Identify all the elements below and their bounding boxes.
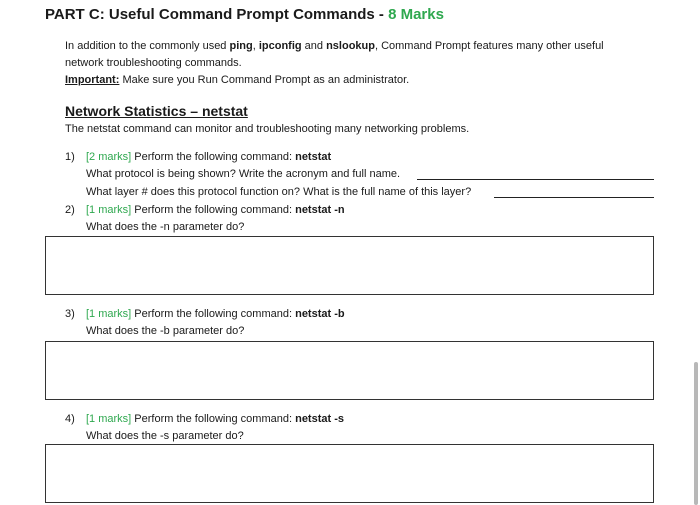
question-4	[65, 413, 75, 425]
intro-line-2: network troubleshooting commands.	[65, 57, 242, 69]
answer-box-3[interactable]	[45, 341, 654, 400]
important-note	[65, 74, 409, 86]
question-number: 4)	[65, 413, 75, 425]
question-text: Perform the following command:	[131, 413, 296, 425]
question-3	[65, 308, 75, 320]
answer-box-4[interactable]	[45, 444, 654, 503]
intro-comma: ,	[252, 40, 259, 52]
intro-and: and	[301, 40, 327, 52]
heading-marks: 8 Marks	[388, 6, 444, 23]
intro-line-1	[65, 40, 604, 52]
question-text: Perform the following command:	[131, 151, 296, 163]
intro-text-end: , Command Prompt features many other useful	[374, 40, 604, 52]
question-1	[65, 151, 75, 163]
question-marks: [1 marks]	[86, 204, 132, 216]
question-marks: [2 marks]	[86, 151, 132, 163]
section-title: Network Statistics – netstat	[65, 103, 248, 119]
question-command: netstat -s	[295, 413, 344, 425]
answer-line-1b[interactable]	[494, 197, 654, 198]
section-description: The netstat command can monitor and troubleshooting many networking problems.	[65, 123, 470, 135]
question-number: 1)	[65, 151, 75, 163]
intro-ipconfig: ipconfig	[258, 40, 302, 52]
question-2	[65, 204, 75, 216]
question-number: 3)	[65, 308, 75, 320]
scrollbar-thumb[interactable]	[694, 362, 698, 505]
question-number: 2)	[65, 204, 75, 216]
intro-ping: ping	[229, 40, 253, 52]
important-text: Make sure you Run Command Prompt as an administrator.	[119, 74, 410, 86]
question-1-sub-1: What protocol is being shown? Write the acronym and full name.	[86, 168, 401, 180]
vertical-scrollbar[interactable]	[690, 0, 700, 505]
page-heading	[45, 6, 444, 23]
answer-line-1a[interactable]	[417, 179, 654, 180]
question-command: netstat -n	[295, 204, 345, 216]
question-text: Perform the following command:	[131, 204, 296, 216]
question-2-prompt	[86, 204, 345, 216]
question-4-sub: What does the -s parameter do?	[86, 430, 244, 442]
important-label: Important:	[65, 74, 120, 86]
question-command: netstat	[295, 151, 332, 163]
question-text: Perform the following command:	[131, 308, 296, 320]
question-3-prompt	[86, 308, 345, 320]
question-marks: [1 marks]	[86, 413, 132, 425]
question-4-prompt	[86, 413, 344, 425]
question-1-prompt	[86, 151, 331, 163]
question-3-sub: What does the -b parameter do?	[86, 325, 245, 337]
question-2-sub: What does the -n parameter do?	[86, 221, 245, 233]
answer-box-2[interactable]	[45, 236, 654, 295]
question-command: netstat -b	[295, 308, 345, 320]
question-marks: [1 marks]	[86, 308, 132, 320]
intro-nslookup: nslookup	[326, 40, 375, 52]
intro-text: In addition to the commonly used	[65, 40, 230, 52]
question-1-sub-2: What layer # does this protocol function on? What is the full name of this layer?	[86, 186, 472, 198]
heading-text: PART C: Useful Command Prompt Commands -	[45, 6, 389, 23]
